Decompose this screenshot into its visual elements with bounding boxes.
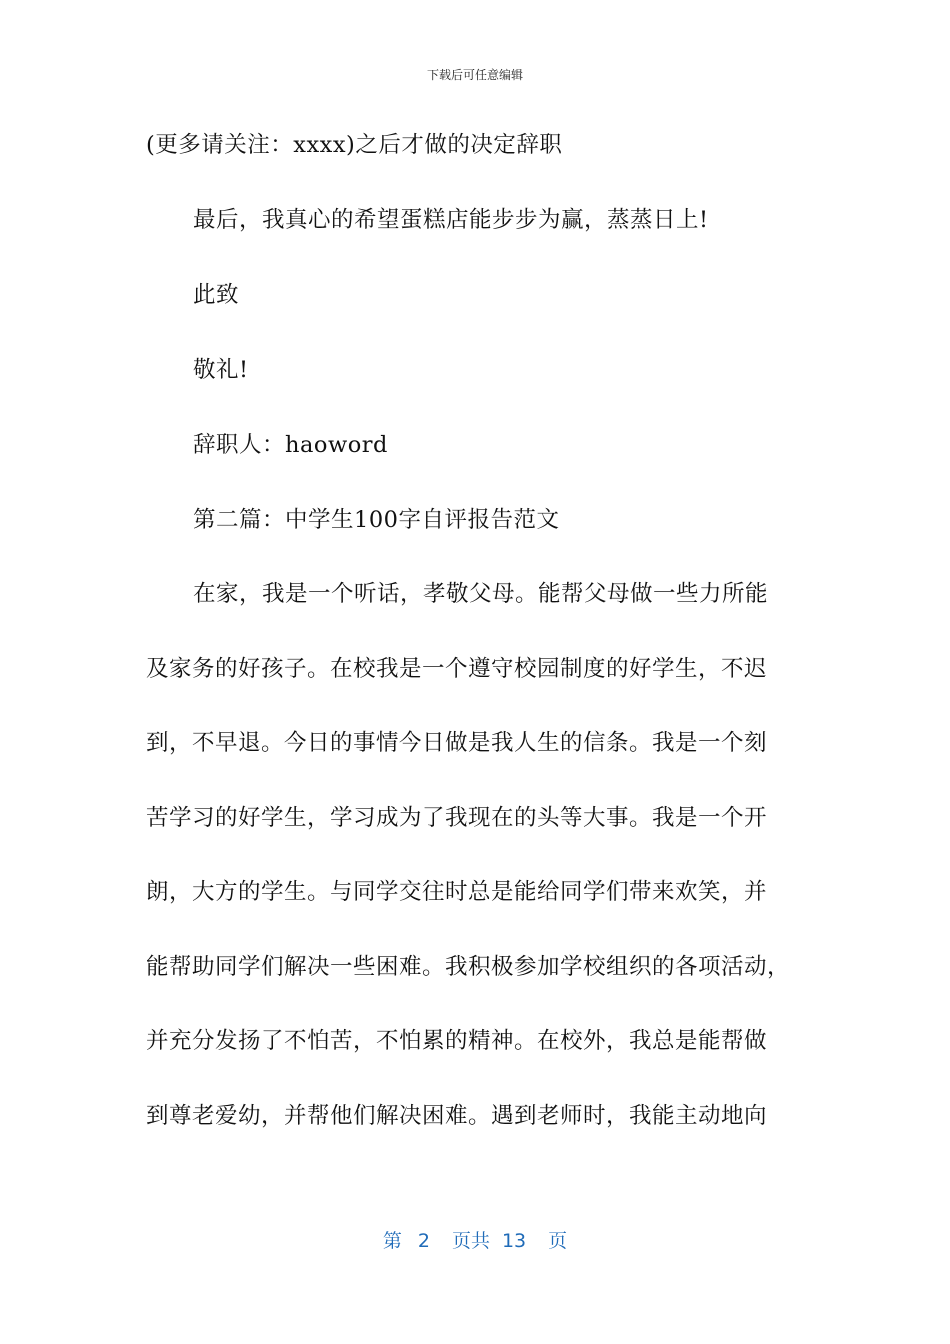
footer-prefix: 第 xyxy=(382,1230,402,1252)
text-line: 并充分发扬了不怕苦，不怕累的精神。在校外，我总是能帮做 xyxy=(146,1028,768,1054)
page-header: 下载后可任意编辑 xyxy=(426,68,523,82)
footer-middle: 页共 xyxy=(451,1230,490,1252)
text-line: 最后，我真心的希望蛋糕店能步步为赢，蒸蒸日上! xyxy=(193,207,709,233)
text-line: 在家，我是一个听话，孝敬父母。能帮父母做一些力所能 xyxy=(193,581,769,607)
text-line: 此致 xyxy=(193,282,240,308)
section-heading: 第二篇：中学生100字自评报告范文 xyxy=(193,507,560,533)
footer-suffix: 页 xyxy=(548,1230,568,1252)
text-line: 朗，大方的学生。与同学交往时总是能给同学们带来欢笑，并 xyxy=(146,879,768,905)
text-line: 敬礼! xyxy=(193,357,249,383)
footer-page-number: 2 xyxy=(417,1230,430,1252)
text-line: 到尊老爱幼，并帮他们解决困难。遇到老师时，我能主动地向 xyxy=(146,1103,768,1129)
text-line: 苦学习的好学生，学习成为了我现在的头等大事。我是一个开 xyxy=(146,805,768,831)
text-line: 辞职人：haoword xyxy=(193,432,388,458)
text-line: (更多请关注：xxxx)之后才做的决定辞职 xyxy=(146,132,563,158)
text-line: 能帮助同学们解决一些困难。我积极参加学校组织的各项活动， xyxy=(146,954,791,980)
text-line: 到，不早退。今日的事情今日做是我人生的信条。我是一个刻 xyxy=(146,730,768,756)
page-footer xyxy=(0,1226,950,1253)
footer-total-pages: 13 xyxy=(501,1230,527,1252)
text-line: 及家务的好孩子。在校我是一个遵守校园制度的好学生，不迟 xyxy=(146,656,768,682)
